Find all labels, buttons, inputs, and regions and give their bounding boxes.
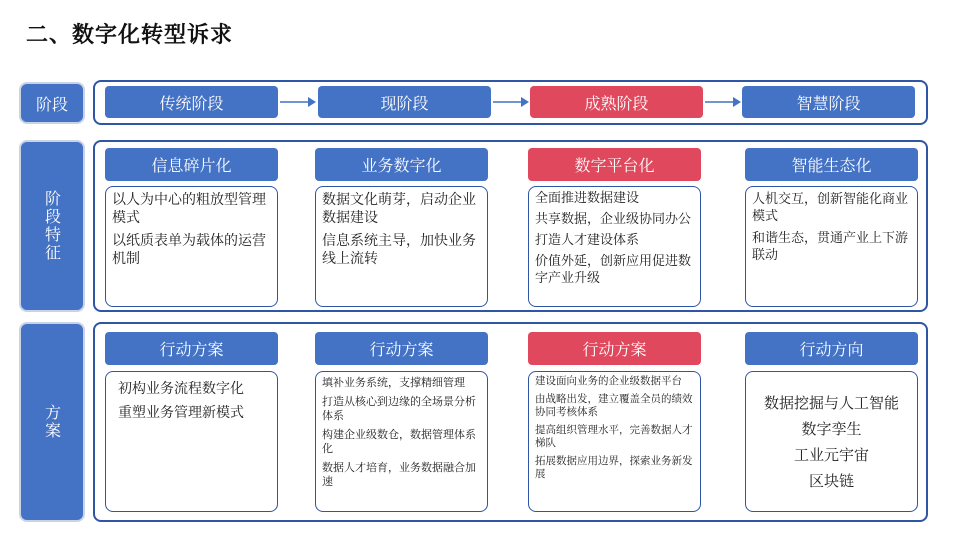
plan-line: 提高组织管理水平，完善数据人才梯队: [535, 424, 693, 449]
arrow-right-icon: [493, 92, 529, 112]
plan-header: 行动方案: [528, 332, 701, 365]
stage-current: 现阶段: [318, 86, 491, 118]
row-label-features-text: 阶段特征: [42, 190, 62, 262]
stage-traditional: 传统阶段: [105, 86, 278, 118]
plan-line: 填补业务系统，支撑精细管理: [322, 376, 465, 389]
row-label-features: [19, 140, 85, 312]
feature-line: 打造人才建设体系: [535, 233, 640, 248]
row-label-stage: [19, 82, 85, 124]
plan-header: 行动方向: [745, 332, 918, 365]
feature-line: 人机交互，创新智能化商业模式: [752, 192, 909, 224]
feature-header: 信息碎片化: [105, 148, 278, 181]
plan-line: 由战略出发，建立覆盖全员的绩效协同考核体系: [535, 393, 693, 418]
feature-box: [745, 186, 918, 307]
row-label-stage-text: 阶段: [35, 94, 68, 114]
feature-header: 数字平台化: [528, 148, 701, 181]
feature-header: 业务数字化: [315, 148, 488, 181]
row-label-plan: [19, 322, 85, 522]
plan-box: [745, 371, 918, 512]
plan-line: 工业元宇宙: [793, 445, 869, 464]
plan-header: 行动方案: [105, 332, 278, 365]
feature-box: [315, 186, 488, 307]
feature-header: 智能生态化: [745, 148, 918, 181]
plan-line: 数据人才培育，业务数据融合加速: [322, 461, 476, 488]
feature-line: 共享数据，企业级协同办公: [535, 212, 692, 227]
page-title: 二、数字化转型诉求: [26, 23, 234, 48]
feature-line: 以人为中心的粗放型管理模式: [112, 192, 266, 226]
plan-line: 数字孪生: [801, 419, 862, 438]
feature-line: 价值外延，创新应用促进数字产业升级: [535, 254, 692, 286]
arrow-right-icon: [705, 92, 741, 112]
row-label-plan-text: 方案: [42, 404, 62, 440]
feature-box: [528, 186, 701, 307]
plan-box: [528, 371, 701, 512]
plan-line: 重塑业务管理新模式: [118, 405, 244, 421]
plan-line: 建设面向业务的企业级数据平台: [535, 375, 682, 387]
plan-box: [105, 371, 278, 512]
arrow-right-icon: [280, 92, 316, 112]
plan-line: 打造从核心到边缘的全场景分析体系: [322, 395, 476, 422]
feature-box: [105, 186, 278, 307]
plan-line: 数据挖掘与人工智能: [763, 393, 899, 412]
stage-smart: 智慧阶段: [742, 86, 915, 118]
feature-line: 和谐生态，贯通产业上下游联动: [752, 231, 909, 263]
plan-line: 拓展数据应用边界，探索业务新发展: [535, 455, 693, 480]
plan-line: 初构业务流程数字化: [118, 381, 244, 397]
plan-box: [315, 371, 488, 512]
plan-header: 行动方案: [315, 332, 488, 365]
plan-line: 构建企业级数仓，数据管理体系化: [322, 428, 476, 455]
stage-mature: 成熟阶段: [530, 86, 703, 118]
plan-line: 区块链: [808, 471, 854, 490]
feature-line: 以纸质表单为载体的运营机制: [112, 233, 266, 267]
feature-line: 信息系统主导，加快业务线上流转: [322, 233, 476, 267]
feature-line: 数据文化萌芽，启动企业数据建设: [322, 192, 476, 226]
feature-line: 全面推进数据建设: [535, 191, 640, 206]
